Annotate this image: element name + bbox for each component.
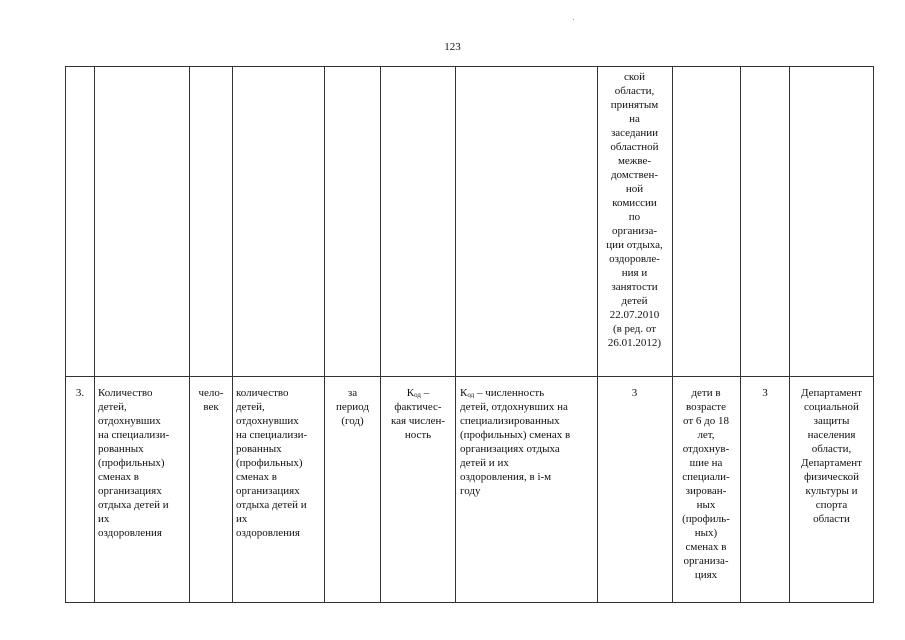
column-border <box>94 66 95 603</box>
column-border <box>65 66 66 603</box>
formula-symbol: К <box>406 387 415 399</box>
column-border <box>324 66 325 603</box>
column-border <box>455 66 456 603</box>
column-border <box>740 66 741 603</box>
explanation-subscript: од <box>467 391 475 399</box>
continued-basis-text: ской области, принятым на заседании областной межве- домствен- ной комиссии по организа- ции отдыха, оздоровле- ния и занятости детей 22.07.2010 (в ред. от 26.01.2012) <box>606 71 663 349</box>
column-border <box>232 66 233 603</box>
formula-explanation <box>460 386 597 498</box>
indicator-name: Количество детей, отдохнувших на специализи- рованных (профильных) сменах в организациях отдыха детей и их оздоровления <box>98 387 170 539</box>
scan-speck <box>573 19 574 20</box>
target-population: дети в возрасте от 6 до 18 лет, отдохнув- шие на специали- зирован- ных (профиль- ных) сменах в организа- циях <box>682 387 730 581</box>
formula-description: – фактичес- кая числен- ность <box>390 387 446 441</box>
responsible-department: Департамент социальной защиты населения области, Департамент физической культуры и спорта области <box>800 387 862 525</box>
value-column-a: 3 <box>631 387 638 399</box>
explanation-text: – численность детей, отдохнувших на специализированных (профильных) сменах в организациях отдыха детей и их оздоровления, в i-м году <box>460 387 571 497</box>
formula-cell <box>381 386 455 442</box>
row-separator <box>65 376 873 377</box>
value-column-b: 3 <box>762 387 768 399</box>
calculation-period: за период (год) <box>336 387 369 427</box>
column-border <box>873 66 874 603</box>
column-border <box>189 66 190 603</box>
column-border <box>380 66 381 603</box>
unit-of-measure: чело- век <box>198 387 224 413</box>
row-number: 3. <box>75 387 85 399</box>
table-top-border <box>65 66 873 67</box>
indicator-definition: количество детей, отдохнувших на специализи- рованных (профильных) сменах в организациях отдыха детей и их оздоровления <box>236 387 308 539</box>
page-number: 123 <box>444 41 461 53</box>
explanation-symbol: К <box>460 387 468 399</box>
formula-subscript: од <box>414 391 421 399</box>
table-bottom-border <box>65 602 873 603</box>
